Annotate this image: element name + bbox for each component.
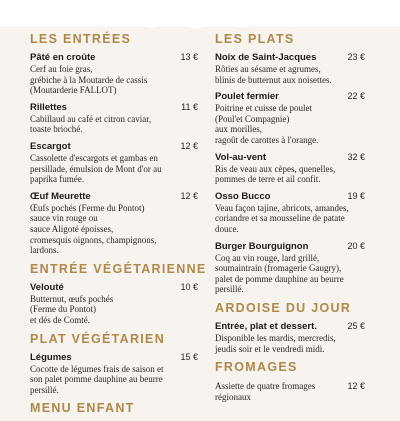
menu-item xyxy=(30,352,198,396)
section-les-entrees xyxy=(30,32,198,256)
section-ardoise-du-jour xyxy=(215,301,365,354)
menu-item xyxy=(215,191,365,235)
menu-item xyxy=(30,102,198,135)
item-description: Poitrine et cuisse de poulet (Poul'et Compagnie) aux morilles, ragoût de carottes à l'orange. xyxy=(215,103,319,145)
menu-item xyxy=(30,282,198,326)
item-name: Noix de Saint-Jacques xyxy=(215,52,317,63)
item-price: 32 € xyxy=(347,151,365,162)
item-price: 19 € xyxy=(347,190,365,201)
item-description: Disponible les mardis, mercredis, jeudis soir et le vendredi midi. xyxy=(215,332,336,354)
section-title: ARDOISE DU JOUR xyxy=(215,300,352,315)
item-price: 22 € xyxy=(347,91,365,102)
menu-item xyxy=(215,241,365,295)
item-description: Cerf au foie gras, grébiche à la Moutarde de cassis (Moutarderie FALLOT) xyxy=(30,64,148,96)
item-price: 20 € xyxy=(347,240,365,251)
item-price: 12 € xyxy=(180,140,198,151)
menu-item xyxy=(30,141,198,185)
item-price: 25 € xyxy=(347,320,365,331)
menu-item xyxy=(215,91,365,145)
item-price: 11 € xyxy=(181,101,198,112)
item-price: 10 € xyxy=(180,281,198,292)
item-name: Pâté en croûte xyxy=(30,52,96,63)
item-description: Œufs pochés (Ferme du Pontot) sauce vin rouge ou sauce Aligoté époisses, cromesquis oignons, champignons, lardons. xyxy=(30,202,157,256)
right-column xyxy=(215,32,365,408)
section-title: LES PLATS xyxy=(215,32,295,46)
item-name: Légumes xyxy=(30,351,72,363)
item-price: 15 € xyxy=(180,351,198,362)
item-price: 13 € xyxy=(180,52,198,62)
menu-item xyxy=(215,321,365,354)
item-name: Rillettes xyxy=(30,101,67,113)
section-plat-vegetarien xyxy=(30,332,198,396)
item-price: 12 € xyxy=(347,381,365,392)
item-description: Cabillaud au café et citron caviar, toaste brioché. xyxy=(30,113,152,135)
section-title: ENTRÉE VÉGÉTARIENNE xyxy=(30,261,207,276)
menu-item xyxy=(215,380,365,402)
item-name: Vol-au-vent xyxy=(215,151,267,163)
item-name: Poulet fermier xyxy=(215,91,279,103)
item-name: Velouté xyxy=(30,281,64,293)
menu-item xyxy=(30,52,198,96)
section-les-plats xyxy=(215,32,365,295)
torn-paper-header xyxy=(0,0,400,26)
section-fromages xyxy=(215,360,365,402)
item-description: Assiette de quatre fromages régionaux xyxy=(215,381,316,402)
item-description: Cassolette d'escargots et gambas en persillade, émulsion de Mont d'or au paprika fumée. xyxy=(30,152,162,185)
left-column xyxy=(30,32,207,421)
item-description: Butternut, œufs pochés (Ferme du Pontot) et dés de Comté. xyxy=(30,293,114,325)
menu-item xyxy=(215,152,365,185)
menu-item xyxy=(215,52,365,85)
item-description: Ris de veau aux cèpes, quenelles, pommes de terre et ail confit. xyxy=(215,163,336,185)
item-name: Burger Bourguignon xyxy=(215,240,309,252)
item-name: Osso Bucco xyxy=(215,190,271,202)
section-title: PLAT VÉGÉTARIEN xyxy=(30,331,166,346)
section-title: MENU ENFANT xyxy=(30,401,135,416)
section-title: FROMAGES xyxy=(215,360,298,375)
item-description: Coq au vin rouge, lard grillé, soumaintrain (fromagerie Gaugry), palet de pomme dauphine au beurre persillé. xyxy=(215,252,344,295)
section-menu-enfant xyxy=(30,401,198,415)
section-entree-vegetarienne xyxy=(30,261,207,326)
item-description: Rôties au sésame et agrumes, blinis de butternut aux noisettes. xyxy=(215,64,332,85)
item-description: Veau façon tajine, abricots, amandes, coriandre et sa mousseline de patate douce. xyxy=(215,202,349,234)
item-price: 23 € xyxy=(347,52,365,62)
item-description: Cocotte de légumes frais de saison et son palet pomme dauphine au beurre persillé. xyxy=(30,363,164,395)
item-price: 12 € xyxy=(180,190,198,201)
menu-item xyxy=(30,191,198,256)
item-name: Entrée, plat et dessert. xyxy=(215,320,317,332)
item-name: Œuf Meurette xyxy=(30,190,91,202)
item-name: Escargot xyxy=(30,140,71,152)
section-title: LES ENTRÉES xyxy=(30,32,132,46)
